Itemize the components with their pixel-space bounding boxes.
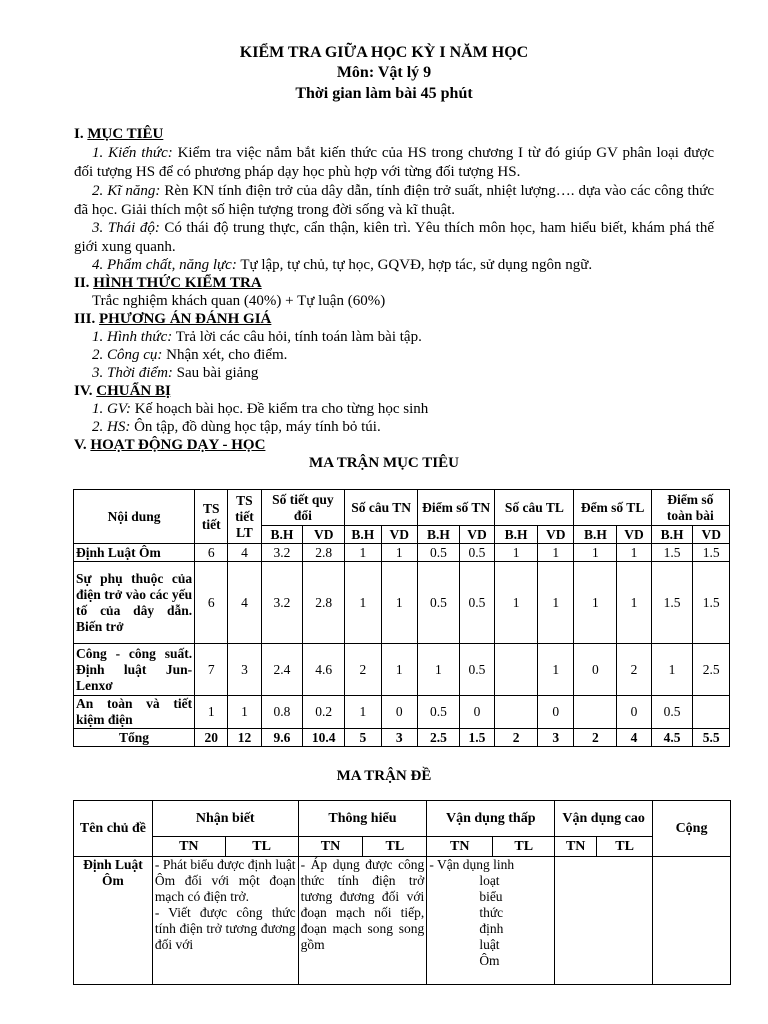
section-1-heading [74,125,714,144]
table-cell: 1.5 [651,544,693,562]
section-3-title: PHƯƠNG ÁN ĐÁNH GIÁ [99,311,272,327]
exam-matrix-table [73,800,731,985]
table-cell: 1 [538,562,574,644]
sub-header: VD [617,526,651,544]
sub-header: B.H [495,526,538,544]
h-mc-questions: Số câu TN [345,490,418,526]
cell-ts: 20 [195,729,228,747]
objective-attitude-label: 3. Thái độ: [92,220,160,236]
h-low-application: Vận dụng thấp [427,801,555,837]
recognition-text-2: - Viết được công thức tính điện trở tương đương đối với [154,905,296,952]
exam-format-text: Trắc nghiệm khách quan (40%) + Tự luận (60%) [92,293,386,309]
prep-student-text: Ôn tập, đồ dùng học tập, máy tính bỏ túi. [134,419,381,435]
table-cell: 0.5 [459,544,494,562]
table-cell: 1 [345,696,381,729]
table-cell: 0 [574,644,617,696]
section-4-title: CHUẨN BỊ [96,383,171,399]
sub-header: TN [298,837,363,857]
cell-ts: 6 [195,562,228,644]
row-label: Sự phụ thuộc của điện trở vào các yếu tố của dây dẫn. Biến trở [74,562,195,644]
application-text-col: loạt biểu thức định luật Ôm [479,873,504,968]
section-5-number: V. [74,437,87,453]
cell-lt: 4 [228,544,261,562]
table-cell: 1 [538,644,574,696]
sub-header: B.H [651,526,693,544]
section-5-title: HOẠT ĐỘNG DẠY - HỌC [90,437,266,453]
table-cell: 3 [381,729,417,747]
sub-header: TL [597,837,653,857]
h-theory-periods: TS tiết LT [228,490,261,544]
recognition-text-1: - Phát biểu được định luật Ôm đối với một đoạn mạch có điện trở. [154,857,296,904]
sub-header: TN [152,837,225,857]
h-converted-periods: Số tiết quy đổi [261,490,345,526]
section-1-number: I. [74,126,84,142]
matrix2-subheader-row [74,837,731,857]
sub-header: B.H [574,526,617,544]
cell-lt: 1 [228,696,261,729]
sub-header: B.H [261,526,303,544]
table-cell: 1 [574,544,617,562]
table-row [74,644,730,696]
section-4-heading [74,382,714,401]
objective-matrix-table [73,489,730,747]
table-cell: 0.8 [261,696,303,729]
application-text: - Vận dụng linh [429,857,515,872]
table-cell: 2.5 [693,644,730,696]
objective-skill [74,182,714,220]
h-total-score: Điểm số toàn bài [651,490,729,526]
recognition-cell [152,857,298,985]
cell-lt: 3 [228,644,261,696]
h-mc-score: Điểm số TN [418,490,495,526]
table-cell: 1.5 [693,562,730,644]
table-cell: 0 [617,696,651,729]
section-2-heading [74,274,714,293]
matrix2-title: MA TRẬN ĐỀ [336,768,432,784]
table-cell [495,696,538,729]
table-cell: 0.5 [418,696,460,729]
cell-ts: 1 [195,696,228,729]
sub-header: B.H [418,526,460,544]
table-cell: 2 [495,729,538,747]
h-understanding: Thông hiểu [298,801,427,837]
table-cell: 0.5 [418,562,460,644]
row-label: Định Luật Ôm [74,544,195,562]
objective-knowledge-text: Kiểm tra việc nắm bắt kiến thức của HS trong chương I từ đó giúp GV phân loại được đối tượng HS để có phương pháp dạy học phù hợp với từng đối tượng HS. [74,145,715,180]
objective-skill-text: Rèn KN tính điện trở của dây dẫn, tính điện trở suất, nhiệt lượng…. dựa vào các công thức đã học. Giải thích một số hiện tượng trong đời sống và kĩ thuật. [74,183,715,218]
table-cell: 0.5 [418,544,460,562]
table-cell: 4 [617,729,651,747]
assessment-form-text: Trả lời các câu hỏi, tính toán làm bài tập. [175,329,422,345]
assessment-time-label: 3. Thời điểm: [92,365,173,381]
table-cell: 2 [574,729,617,747]
table-cell: 0.5 [459,562,494,644]
table-cell: 0.5 [651,696,693,729]
table-row [74,696,730,729]
total-row [74,729,730,747]
table-cell [693,696,730,729]
table-cell: 1 [574,562,617,644]
high-application-cell [555,857,653,985]
prep-teacher [92,400,732,419]
table-cell: 2 [617,644,651,696]
table-cell: 3.2 [261,544,303,562]
section-5-heading [74,436,714,455]
h-high-application: Vận dụng cao [555,801,653,837]
section-2-title: HÌNH THỨC KIỂM TRA [93,275,262,291]
table-cell [574,696,617,729]
sub-header: VD [538,526,574,544]
assessment-tool-text: Nhận xét, cho điểm. [166,347,288,363]
sub-header: B.H [345,526,381,544]
prep-student-label: 2. HS: [92,419,131,435]
table-cell: 10.4 [303,729,345,747]
table-cell: 2.8 [303,562,345,644]
h-content: Nội dung [74,490,195,544]
doc-subject: Môn: Vật lý 9 [336,64,432,81]
matrix1-title: MA TRẬN MỤC TIÊU [309,455,459,471]
assessment-form [92,328,732,347]
cell-ts: 7 [195,644,228,696]
section-2-number: II. [74,275,90,291]
objective-attitude [74,219,714,257]
table-cell: 4.6 [303,644,345,696]
table-cell: 1 [617,544,651,562]
table-cell: 1 [381,644,417,696]
table-cell: 2 [345,644,381,696]
table-cell: 1 [495,544,538,562]
prep-teacher-label: 1. GV: [92,401,132,417]
table-cell: 1 [418,644,460,696]
sub-header: VD [459,526,494,544]
objective-competence [74,256,714,275]
table-cell: 9.6 [261,729,303,747]
table-cell: 1 [381,562,417,644]
table-cell: 5 [345,729,381,747]
table-cell: 0.2 [303,696,345,729]
section-4-number: IV. [74,383,93,399]
table-row [74,857,731,985]
doc-duration: Thời gian làm bài 45 phút [295,85,473,102]
h-essay-questions: Số câu TL [495,490,574,526]
table-cell: 2.8 [303,544,345,562]
matrix1-header-row [74,490,730,526]
row-label: An toàn và tiết kiệm điện [74,696,195,729]
sub-header: TL [493,837,555,857]
objective-competence-label: 4. Phẩm chất, năng lực: [92,257,237,273]
sub-header: VD [693,526,730,544]
table-cell: 1 [495,562,538,644]
table-cell: 1.5 [693,544,730,562]
assessment-time-text: Sau bài giảng [176,365,259,381]
cell-ts: 6 [195,544,228,562]
table-cell: 1 [617,562,651,644]
cell-lt: 4 [228,562,261,644]
table-cell: 4.5 [651,729,693,747]
section-1-title: MỤC TIÊU [87,126,164,142]
sub-header: TN [555,837,597,857]
section-3-heading [74,310,714,329]
topic-cell: Định Luật Ôm [74,857,153,985]
prep-student [92,418,732,437]
h-sum: Cộng [653,801,731,857]
table-cell: 0.5 [459,644,494,696]
row-label: Công - công suất. Định luật Jun-Lenxơ [74,644,195,696]
table-cell: 1.5 [651,562,693,644]
table-cell: 3.2 [261,562,303,644]
table-cell: 2.4 [261,644,303,696]
table-cell: 0 [381,696,417,729]
table-cell: 2.5 [418,729,460,747]
understanding-cell: - Áp dụng được công thức tính điện trở tương đương đối với đoạn mạch nối tiếp, đoạn mạch song song gồm [298,857,427,985]
sub-header: TN [427,837,493,857]
h-essay-score: Đểm số TL [574,490,651,526]
cell-lt: 12 [228,729,261,747]
table-cell: 1.5 [459,729,494,747]
assessment-tool-label: 2. Công cụ: [92,347,163,363]
table-cell: 3 [538,729,574,747]
h-total-periods: TS tiết [195,490,228,544]
application-cell [427,857,555,985]
objective-competence-text: Tự lập, tự chủ, tự học, GQVĐ, hợp tác, sử dụng ngôn ngữ. [240,257,593,273]
assessment-form-label: 1. Hình thức: [92,329,173,345]
table-cell: 1 [538,544,574,562]
table-row [74,544,730,562]
section-3-number: III. [74,311,96,327]
table-cell: 1 [651,644,693,696]
objective-skill-label: 2. Kĩ năng: [92,183,161,199]
prep-teacher-text: Kế hoạch bài học. Đề kiểm tra cho từng học sinh [134,401,429,417]
sub-header: VD [381,526,417,544]
h-recognition: Nhận biết [152,801,298,837]
h-topic: Tên chủ đề [74,801,153,857]
table-cell: 1 [345,544,381,562]
sub-header: TL [225,837,298,857]
objective-knowledge-label: 1. Kiến thức: [92,145,173,161]
table-cell: 1 [345,562,381,644]
objective-knowledge [74,144,714,182]
matrix2-header-row [74,801,731,837]
table-cell [495,644,538,696]
doc-title: KIỂM TRA GIỮA HỌC KỲ I NĂM HỌC [239,44,529,61]
assessment-time [92,364,732,383]
sub-header: VD [303,526,345,544]
table-cell: 5.5 [693,729,730,747]
objective-attitude-text: Có thái độ trung thực, cẩn thận, kiên trì. Yêu thích môn học, ham hiểu biết, khám phá thế giới xung quanh. [74,220,714,255]
sum-cell [653,857,731,985]
table-cell: 0 [538,696,574,729]
table-cell: 0 [459,696,494,729]
assessment-tool [92,346,732,365]
table-row [74,562,730,644]
table-cell: 1 [381,544,417,562]
row-label: Tổng [74,729,195,747]
sub-header: TL [363,837,427,857]
